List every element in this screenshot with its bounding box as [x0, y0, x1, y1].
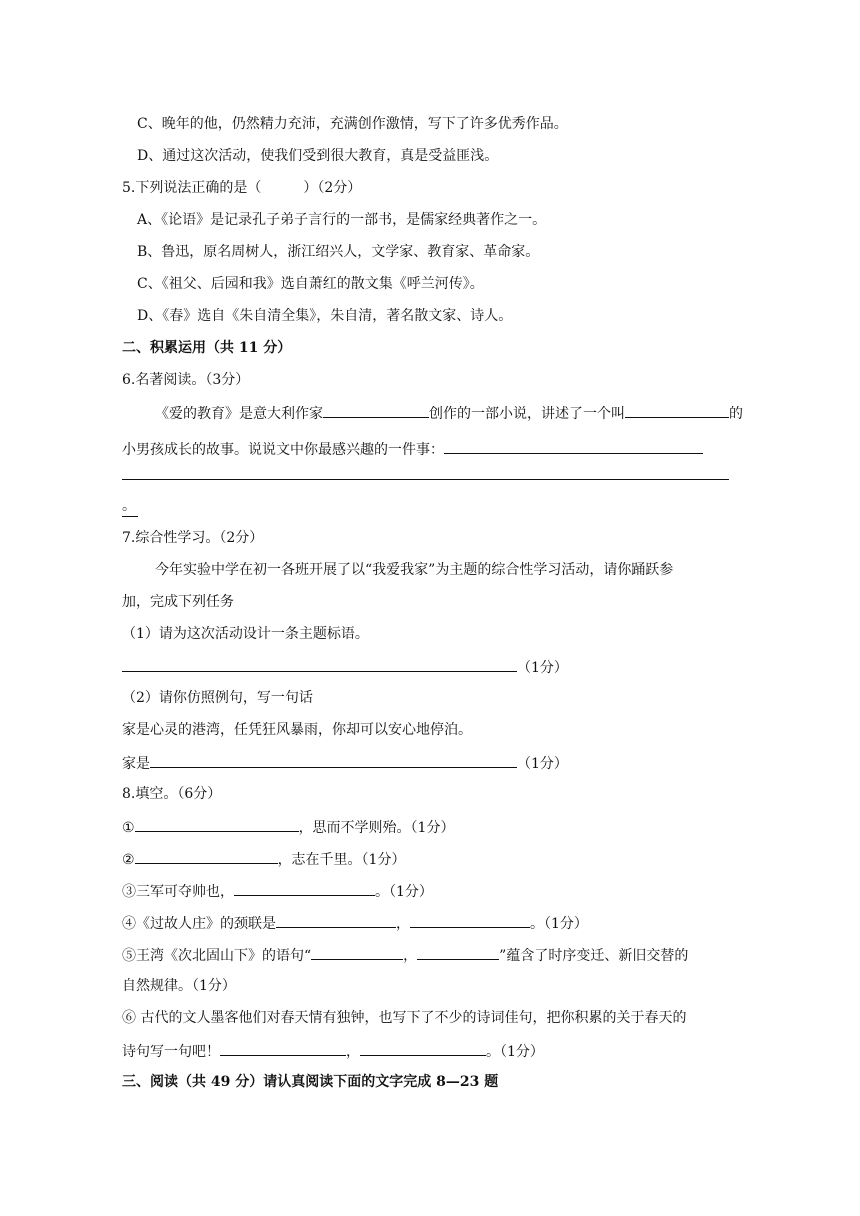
q5-option-c: C、《祖父、后园和我》选自萧红的散文集《呼兰河传》。: [137, 276, 484, 292]
q8-item3-end: 。（1分）: [375, 884, 433, 900]
q8-item4: [122, 912, 588, 934]
section3-heading: 三、阅读（共 49 分）请认真阅读下面的文字完成 8—23 题: [122, 1074, 499, 1090]
poem-blank-1[interactable]: [135, 816, 299, 832]
section2-heading: 二、积累运用（共 11 分）: [122, 340, 292, 356]
q8-item1-num: ①: [122, 820, 135, 836]
q8-item2-text: ，志在千里。（1分）: [277, 852, 406, 868]
q8-item4-text: ④《过故人庄》的颈联是: [122, 916, 276, 932]
poem-blank-6a[interactable]: [220, 1040, 346, 1056]
author-blank[interactable]: [323, 402, 429, 418]
q8-item5: [122, 944, 688, 966]
poem-blank-5b[interactable]: [417, 944, 499, 960]
q8-item5-text: ⑤王湾《次北固山下》的语句“: [122, 948, 312, 964]
q6-text-b: 创作的一部小说，讲述了一个叫: [429, 406, 625, 422]
q8-item6-end: 。（1分）: [486, 1044, 544, 1060]
q7-sub2-answer: [122, 752, 568, 774]
q7-sub1: （1）请为这次活动设计一条主题标语。: [122, 626, 369, 642]
q8-item3-text: ③三军可夺帅也，: [122, 884, 234, 900]
poem-blank-6b[interactable]: [360, 1040, 486, 1056]
q6-end-mark: 。: [122, 496, 138, 517]
q8-item1: [122, 816, 454, 838]
q5-option-b: B、鲁迅，原名周树人，浙江绍兴人，文学家、教育家、革命家。: [137, 244, 540, 260]
q7-intro-2: 加，完成下列任务: [122, 594, 234, 610]
q8-item6-prefix: 诗句写一句吧！: [122, 1044, 220, 1060]
q8-item4-end: 。（1分）: [530, 916, 588, 932]
q7-example: 家是心灵的港湾，任凭狂风暴雨，你却可以安心地停泊。: [122, 722, 472, 738]
q8-item4-mid: ，: [396, 916, 410, 932]
q8-item5-mid: ，: [403, 948, 418, 964]
poem-blank-3[interactable]: [234, 880, 375, 896]
q8-stem: 8.填空。（6分）: [122, 786, 222, 802]
q8-item6-line2: [122, 1040, 544, 1062]
q4-option-c: C、晚年的他，仍然精力充沛，充满创作激情，写下了许多优秀作品。: [137, 116, 568, 132]
q8-item5-end: ”蕴含了时序变迁、新旧交替的: [499, 948, 689, 964]
answer-line[interactable]: [122, 479, 729, 480]
q6-text-d: 小男孩成长的故事。说说文中你最感兴趣的一件事：: [122, 442, 444, 458]
q7-stem: 7.综合性学习。（2分）: [122, 530, 264, 546]
q6-line2: [122, 438, 703, 460]
q5-option-d: D、《春》选自《朱自清全集》，朱自清，著名散文家、诗人。: [137, 308, 513, 324]
q6-end: [122, 496, 138, 517]
poem-blank-4b[interactable]: [410, 912, 530, 928]
q7-sub2: （2）请你仿照例句，写一句话: [122, 690, 313, 706]
q5-option-a: A、《论语》是记录孔子弟子言行的一部书，是儒家经典著作之一。: [137, 212, 547, 228]
protagonist-blank[interactable]: [625, 402, 729, 418]
q6-text-a: 《爱的教育》是意大利作家: [155, 406, 323, 422]
q7-intro-1: 今年实验中学在初一各班开展了以“我爱我家”为主题的综合性学习活动，请你踊跃参: [155, 562, 674, 578]
q7-answer-prefix: 家是: [122, 756, 150, 772]
q8-item2: [122, 848, 405, 870]
q5-stem: 5.下列说法正确的是（ ）（2分）: [122, 180, 362, 196]
q6-text-c: 的: [729, 406, 743, 422]
q6-stem: 6.名著阅读。（3分）: [122, 372, 250, 388]
q7-sub2-score: （1分）: [517, 756, 568, 772]
interest-event-blank[interactable]: [444, 438, 703, 454]
q8-item6-line1: ⑥ 古代的文人墨客他们对春天情有独钟，也写下了不少的诗词佳句，把你积累的关于春天的: [122, 1010, 687, 1026]
q8-item6-mid: ，: [346, 1044, 360, 1060]
imitation-blank[interactable]: [150, 752, 517, 768]
q8-item2-num: ②: [122, 852, 135, 868]
poem-blank-2[interactable]: [135, 848, 278, 864]
q7-sub1-score: （1分）: [517, 660, 568, 676]
q8-item5-line2: 自然规律。（1分）: [122, 978, 236, 994]
q4-option-d: D、通过这次活动，使我们受到很大教育，真是受益匪浅。: [137, 148, 499, 164]
q7-sub1-answer: [122, 656, 568, 678]
q6-line1: [155, 402, 743, 424]
q8-item3: [122, 880, 433, 902]
q8-item1-text: ，思而不学则殆。（1分）: [298, 820, 455, 836]
poem-blank-4a[interactable]: [276, 912, 396, 928]
slogan-blank[interactable]: [122, 656, 517, 672]
poem-blank-5a[interactable]: [311, 944, 403, 960]
